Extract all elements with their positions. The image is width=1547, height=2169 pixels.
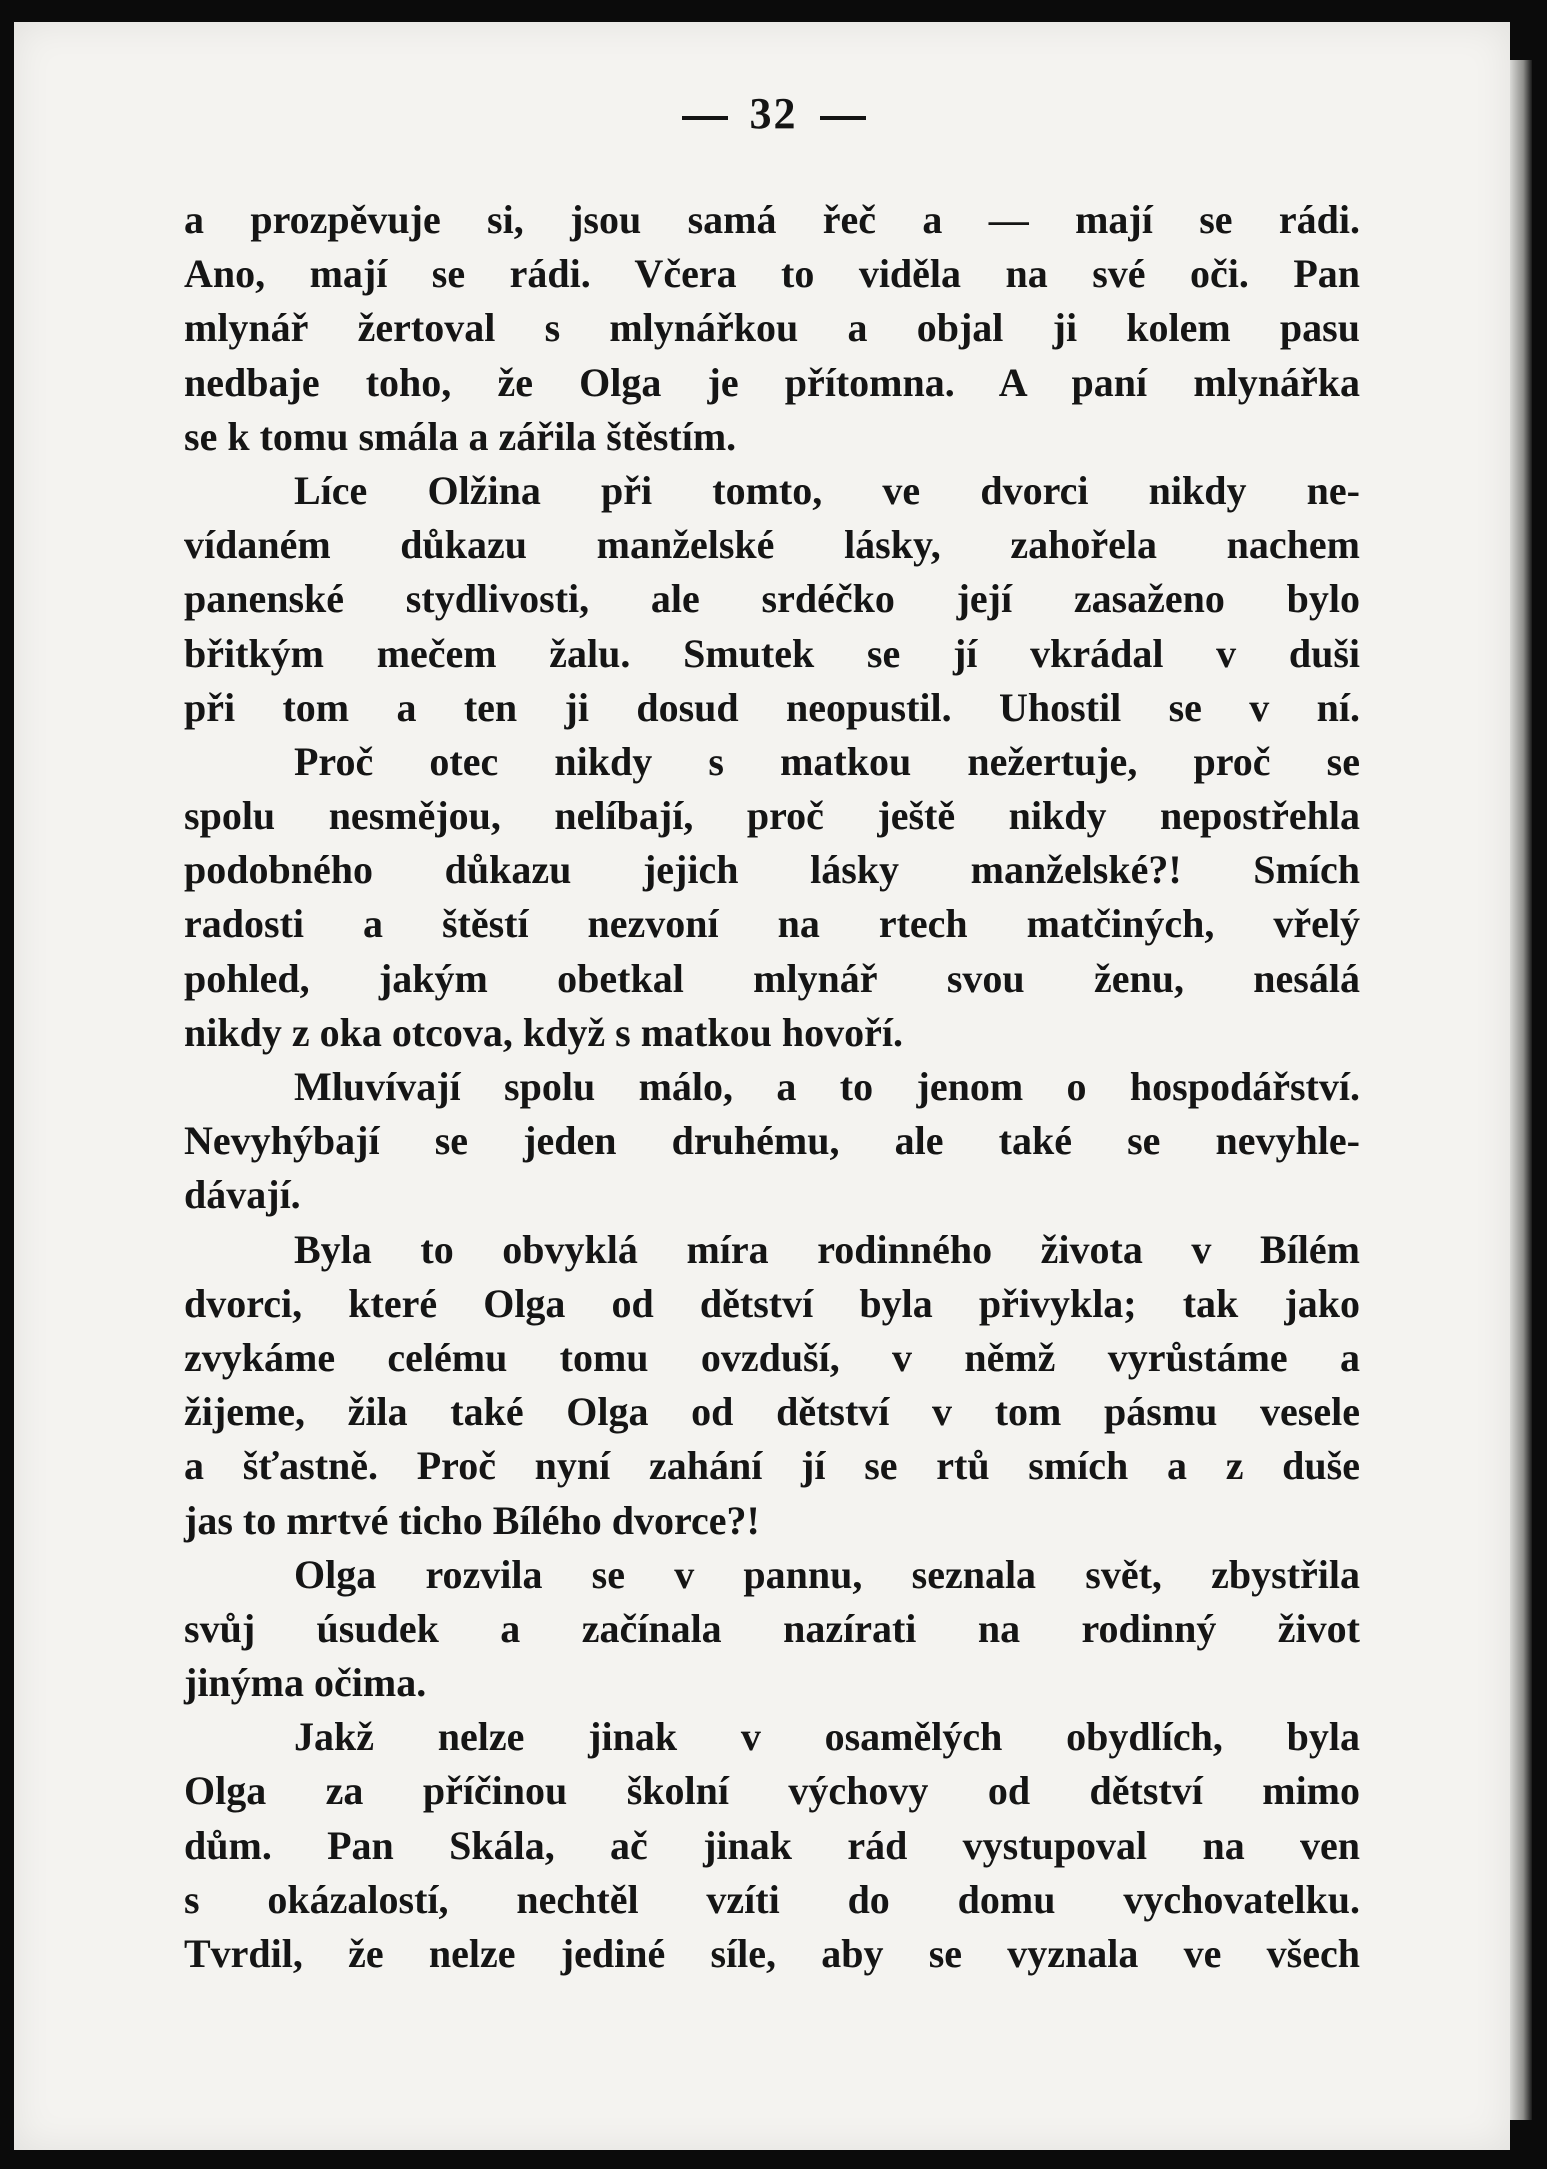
text-line: s okázalostí, nechtěl vzíti do domu vychovatelku.: [184, 1876, 1360, 1922]
text-line: jas to mrtvé ticho Bílého dvorce?!: [184, 1497, 760, 1543]
text-line: Jakž nelze jinak v osamělých obydlích, byla: [294, 1714, 1360, 1760]
text-line: svůj úsudek a začínala nazírati na rodinný život: [184, 1605, 1360, 1651]
text-line: dvorci, které Olga od dětství byla přivykla; tak jako: [184, 1280, 1360, 1326]
text-line: a prozpěvuje si, jsou samá řeč a — mají se rádi.: [184, 197, 1360, 242]
text-line: podobného důkazu jejich lásky manželské?! Smích: [184, 847, 1360, 893]
text-line: a šťastně. Proč nyní zahání jí se rtů smích a z duše: [184, 1443, 1360, 1489]
page-header: [0, 88, 1547, 139]
text-line: nedbaje toho, že Olga je přítomna. A paní mlynářka: [184, 359, 1360, 405]
text-line: Ano, mají se rádi. Včera to viděla na své oči. Pan: [184, 251, 1360, 297]
text-line: spolu nesmějou, nelíbají, proč ještě nikdy nepostřehla: [184, 793, 1360, 839]
text-line: při tom a ten ji dosud neopustil. Uhostil se v ní.: [184, 684, 1360, 730]
text-line: Olga rozvila se v pannu, seznala svět, zbystřila: [294, 1551, 1360, 1597]
text-line: pohled, jakým obetkal mlynář svou ženu, nesálá: [184, 955, 1360, 1001]
page-edge-shadow: [1510, 60, 1532, 2120]
header-dash-left: [682, 116, 728, 120]
header-dash-right: [820, 116, 866, 120]
text-line: Nevyhýbají se jeden druhému, ale také se nevyhle-: [184, 1118, 1360, 1164]
text-line: Proč otec nikdy s matkou nežertuje, proč se: [294, 738, 1360, 784]
text-line: žijeme, žila také Olga od dětství v tom pásmu vesele: [184, 1389, 1360, 1435]
text-line: jinýma očima.: [184, 1660, 427, 1706]
text-line: panenské stydlivosti, ale srdéčko její zasaženo bylo: [184, 576, 1360, 622]
text-line: se k tomu smála a zářila štěstím.: [184, 413, 737, 459]
body-text: [184, 193, 1360, 1981]
text-line: Líce Olžina při tomto, ve dvorci nikdy ne-: [294, 467, 1360, 513]
text-line: dům. Pan Skála, ač jinak rád vystupoval na ven: [184, 1822, 1360, 1868]
text-line: Olga za příčinou školní výchovy od dětství mimo: [184, 1768, 1360, 1814]
text-line: dávají.: [184, 1172, 301, 1218]
text-line: Mluvívají spolu málo, a to jenom o hospodářství.: [294, 1064, 1360, 1109]
text-line: vídaném důkazu manželské lásky, zahořela nachem: [184, 522, 1360, 568]
text-line: Tvrdil, že nelze jediné síle, aby se vyznala ve všech: [184, 1931, 1360, 1976]
text-line: radosti a štěstí nezvoní na rtech matčiných, vřelý: [184, 901, 1360, 947]
page-number: 32: [749, 89, 798, 138]
text-line: břitkým mečem žalu. Smutek se jí vkrádal v duši: [184, 630, 1360, 676]
text-line: nikdy z oka otcova, když s matkou hovoří.: [184, 1009, 903, 1055]
text-line: zvykáme celému tomu ovzduší, v němž vyrůstáme a: [184, 1334, 1360, 1380]
text-line: Byla to obvyklá míra rodinného života v Bílém: [294, 1226, 1360, 1272]
text-line: mlynář žertoval s mlynářkou a objal ji kolem pasu: [184, 305, 1360, 351]
